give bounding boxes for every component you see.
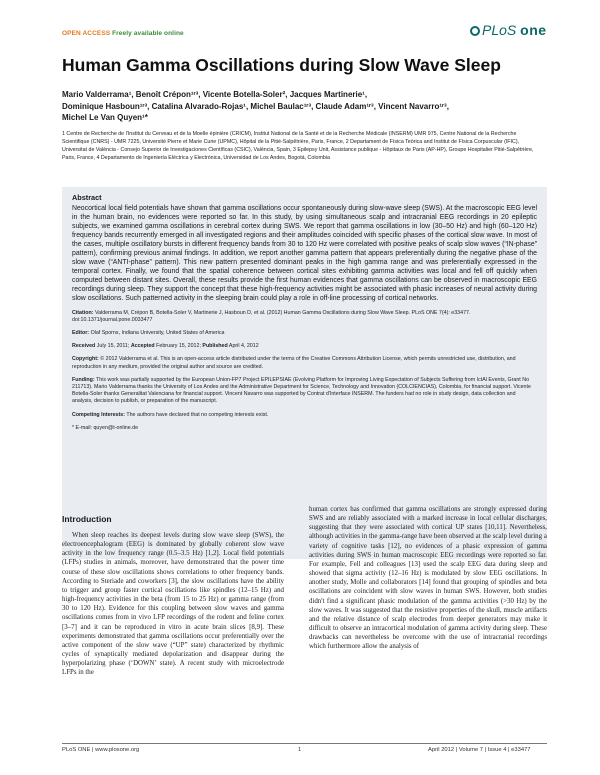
- funding: [72, 377, 537, 406]
- copyright: [72, 356, 537, 370]
- logo-one: one: [520, 22, 547, 38]
- copyright-label: Copyright:: [72, 356, 99, 363]
- plos-logo-icon: [470, 26, 480, 36]
- competing-text: The authors have declared that no competing interests exist.: [126, 411, 269, 418]
- editor-text: Olaf Sporns, Indiana University, United States of America: [90, 329, 225, 336]
- open-label: OPEN: [62, 30, 81, 37]
- footer-journal[interactable]: PLoS ONE | www.plosone.org: [62, 747, 140, 753]
- intro-column-left: When sleep reaches its deepest levels during slow wave sleep (SWS), the electroencephalogram (EEG) is dominated by globally coherent slow wave activity in the low frequency range (0.5–3.5 Hz) [1,2]. Local field potentials (LFPs) studies in animals, moreover, have demonstrated that the power time course of these slow oscillations shows correlations to other frequency bands. According to Steriade and coworkers [3], the slow oscillations have the ability to trigger and group faster cortical oscillations like spindles (12–15 Hz) and high-frequency activities in the beta (from 15 to 25 Hz) or gamma range (from 30 to 120 Hz). Evidence for this coupling between slow waves and gamma oscillations comes from in vivo LFP recordings of the rodent and feline cortex [3–7] and it can be reproduced in vitro in acute brain slices [8,9]. These experiments demonstrated that gamma oscillations occur preferentially over the active component of the slow wave (“UP” state) characterized by rhythmic cycles of synaptically mediated depolarization and disappear during the hyperpolarizing phase (‘DOWN’ state). A recent study with microelectrode LFPs in the: [62, 532, 284, 677]
- abstract-text: Neocortical local field potentials have shown that gamma oscillations occur spontaneously during slow-wave sleep (SWS). At the macroscopic EEG level in the human brain, no evidences were reported so far. In this study, by using simultaneous scalp and intracranial EEG recordings in 20 epileptic subjects, we examined gamma oscillations in cerebral cortex during SWS. We report that gamma oscillations in low (30–50 Hz) and high (60–120 Hz) frequency bands recurrently emerged in all investigated regions and their amplitudes coincided with specific phases of the cortical slow wave. In most of the cases, multiple oscillatory bursts in different frequency bands from 30 to 120 Hz were correlated with positive peaks of scalp slow waves (“IN-phase” pattern), confirming previous animal findings. In addition, we report another gamma pattern that appears preferentially during the negative phase of the slow wave (“ANTI-phase” pattern). This new pattern presented dominant peaks in the high gamma range and was preferentially expressed in the temporal cortex. Finally, we found that the spatial coherence between cortical sites exhibiting gamma activities was local and fell off quickly when computed between distant sites. Overall, these results provide the first human evidences that gamma oscillations can be observed in macroscopic EEG recordings during sleep. They support the concept that these high-frequency activities might be associated with phasic increases of neural activity during slow oscillations. Such patterned activity in the sleeping brain could play a role in off-line processing of cortical networks.: [72, 205, 537, 303]
- citation-text: Valderrama M, Crépon B, Botella-Soler V, Martinerie J, Hasboun D, et al. (2012) Human Gamma Oscillations during Slow Wave Sleep. PLoS ONE 7(4): e33477. doi:10.1371/journal.pone.0033477: [72, 309, 471, 323]
- received-date: July 15, 2011;: [96, 343, 130, 350]
- authors-line: Michel Le Van Quyen¹*: [62, 113, 148, 122]
- citation-label: Citation:: [72, 309, 94, 316]
- introduction-heading: Introduction: [62, 514, 112, 524]
- accepted-label: Accepted: [130, 343, 155, 350]
- article-title: Human Gamma Oscillations during Slow Wave Sleep: [62, 55, 501, 75]
- footer-page-number: 1: [298, 747, 302, 753]
- access-label: ACCESS: [82, 30, 111, 37]
- competing-label: Competing Interests:: [72, 411, 125, 418]
- logo-plos: PLoS: [482, 22, 517, 38]
- journal-logo: [470, 22, 547, 38]
- accepted-date: February 15, 2012;: [156, 343, 201, 350]
- footer-divider: [62, 743, 547, 744]
- received-label: Received: [72, 343, 96, 350]
- affiliations: 1 Centre de Recherche de l'Institut du Cerveau et de la Moelle épinière (CRICM), Institut National de la Santé et de la Recherche Médicale (INSERM) UMR 975, Centre National de la Recherche Scientifique (CNRS) - UMR 7225, Université Pierre et Marie Curie (UPMC), Hôpital de la Pitié-Salpêtrière, Paris, France, 2 Departament de Física Teòrica and Institut de Física Corpuscular (IFIC), Universitat de València - Consejo Superior de Investigaciones Científicas (CSIC), València, Spain, 3 Epilepsy Unit, Assistance publique - Hôpitaux de Paris (AP-HP), Groupe Hospitalier Pitié-Salpêtrière, Paris, France, 4 Departamento de Ingeniería Eléctrica y Electrónica, Universidad de Los Andes, Bogotá, Colombia: [62, 131, 534, 161]
- abstract-box: [62, 187, 547, 559]
- published-date: April 4, 2012: [228, 343, 259, 350]
- competing-interests: [72, 412, 537, 419]
- corresponding-email[interactable]: * E-mail: quyen@t-online.de: [72, 424, 139, 431]
- funding-label: Funding:: [72, 376, 95, 383]
- authors-line: Mario Valderrama¹, Benoît Crépon¹ʳ³, Vicente Botella-Soler², Jacques Martinerie¹,: [62, 90, 368, 99]
- intro-paragraph: human cortex has confirmed that gamma oscillations are strongly expressed during SWS and are reliably associated with a marked increase in local cellular discharges, suggesting that they were associated with cortical UP states [10,11]. Nevertheless, although activities in the gamma-range have been observed at the scalp level during a variety of cognitive tasks [12], no evidences of a phasic expression of gamma activities during SWS in human macroscopic EEG recordings were reported so far. For example, Fell and colleagues [13] used the scalp EEG data during sleep and showed that sigma activity (12–16 Hz) is modulated by slow EEG oscillations. In another study, Molle and collaborators [14] found that grouping of spindles and beta oscillations are coincident with slow waves in human SWS. However, both studies didn't find a significant phasic modulation of the gamma activities (>30 Hz) by the slow waves. It was suggested that the resistive properties of the skull, muscle artifacts and the relative distance of scalp electrodes from deeper generators may make it difficult to observe an intracortical modulation of gamma activity during sleep. These drawbacks can nevertheless be overcome with the use of intracranial recordings which furthermore allow the analysis of: [309, 506, 547, 651]
- citation: [72, 310, 537, 324]
- intro-column-right: [309, 505, 547, 652]
- dates: [72, 343, 537, 350]
- footer-issue: April 2012 | Volume 7 | Issue 4 | e33477: [428, 747, 531, 753]
- published-label: Published: [202, 343, 228, 350]
- author-list: [62, 89, 542, 124]
- abstract-heading: Abstract: [72, 193, 102, 202]
- freely-available-label: Freely available online: [112, 30, 184, 37]
- copyright-text: © 2012 Valderrama et al. This is an open-access article distributed under the terms of the Creative Commons Attribution License, which permits unrestricted use, distribution, and reproduction in any medium, provided the original author and source are credited.: [72, 356, 516, 370]
- editor-label: Editor:: [72, 329, 90, 336]
- authors-line: Dominique Hasboun¹ʳ³, Catalina Alvarado-Rojas¹, Michel Baulac¹ʳ³, Claude Adam¹ʳ³, Vincent Navarro¹ʳ³,: [62, 101, 449, 111]
- funding-text: This work was partially supported by the European Union-FP7 Project EPILEPSIAE (Evolving Platform for Improving Living Expectation of Subjects Suffering from IctAl Events, Grant No 211713). Mario Valderrama thanks the University of Los Andes and the Administrative Department for Science, Technology and Innovation (COLCIENCIAS), Colombia, for financial support. Vicente Botella-Soler thanks Generalitat Valenciana for financial support. Vincent Navarro was supported by Contrat d'Interface INSERM. The funders had no role in study design, data collection and analysis, decision to publish, or preparation of the manuscript.: [72, 376, 531, 405]
- editor: [72, 330, 537, 337]
- open-access-banner: [62, 30, 184, 37]
